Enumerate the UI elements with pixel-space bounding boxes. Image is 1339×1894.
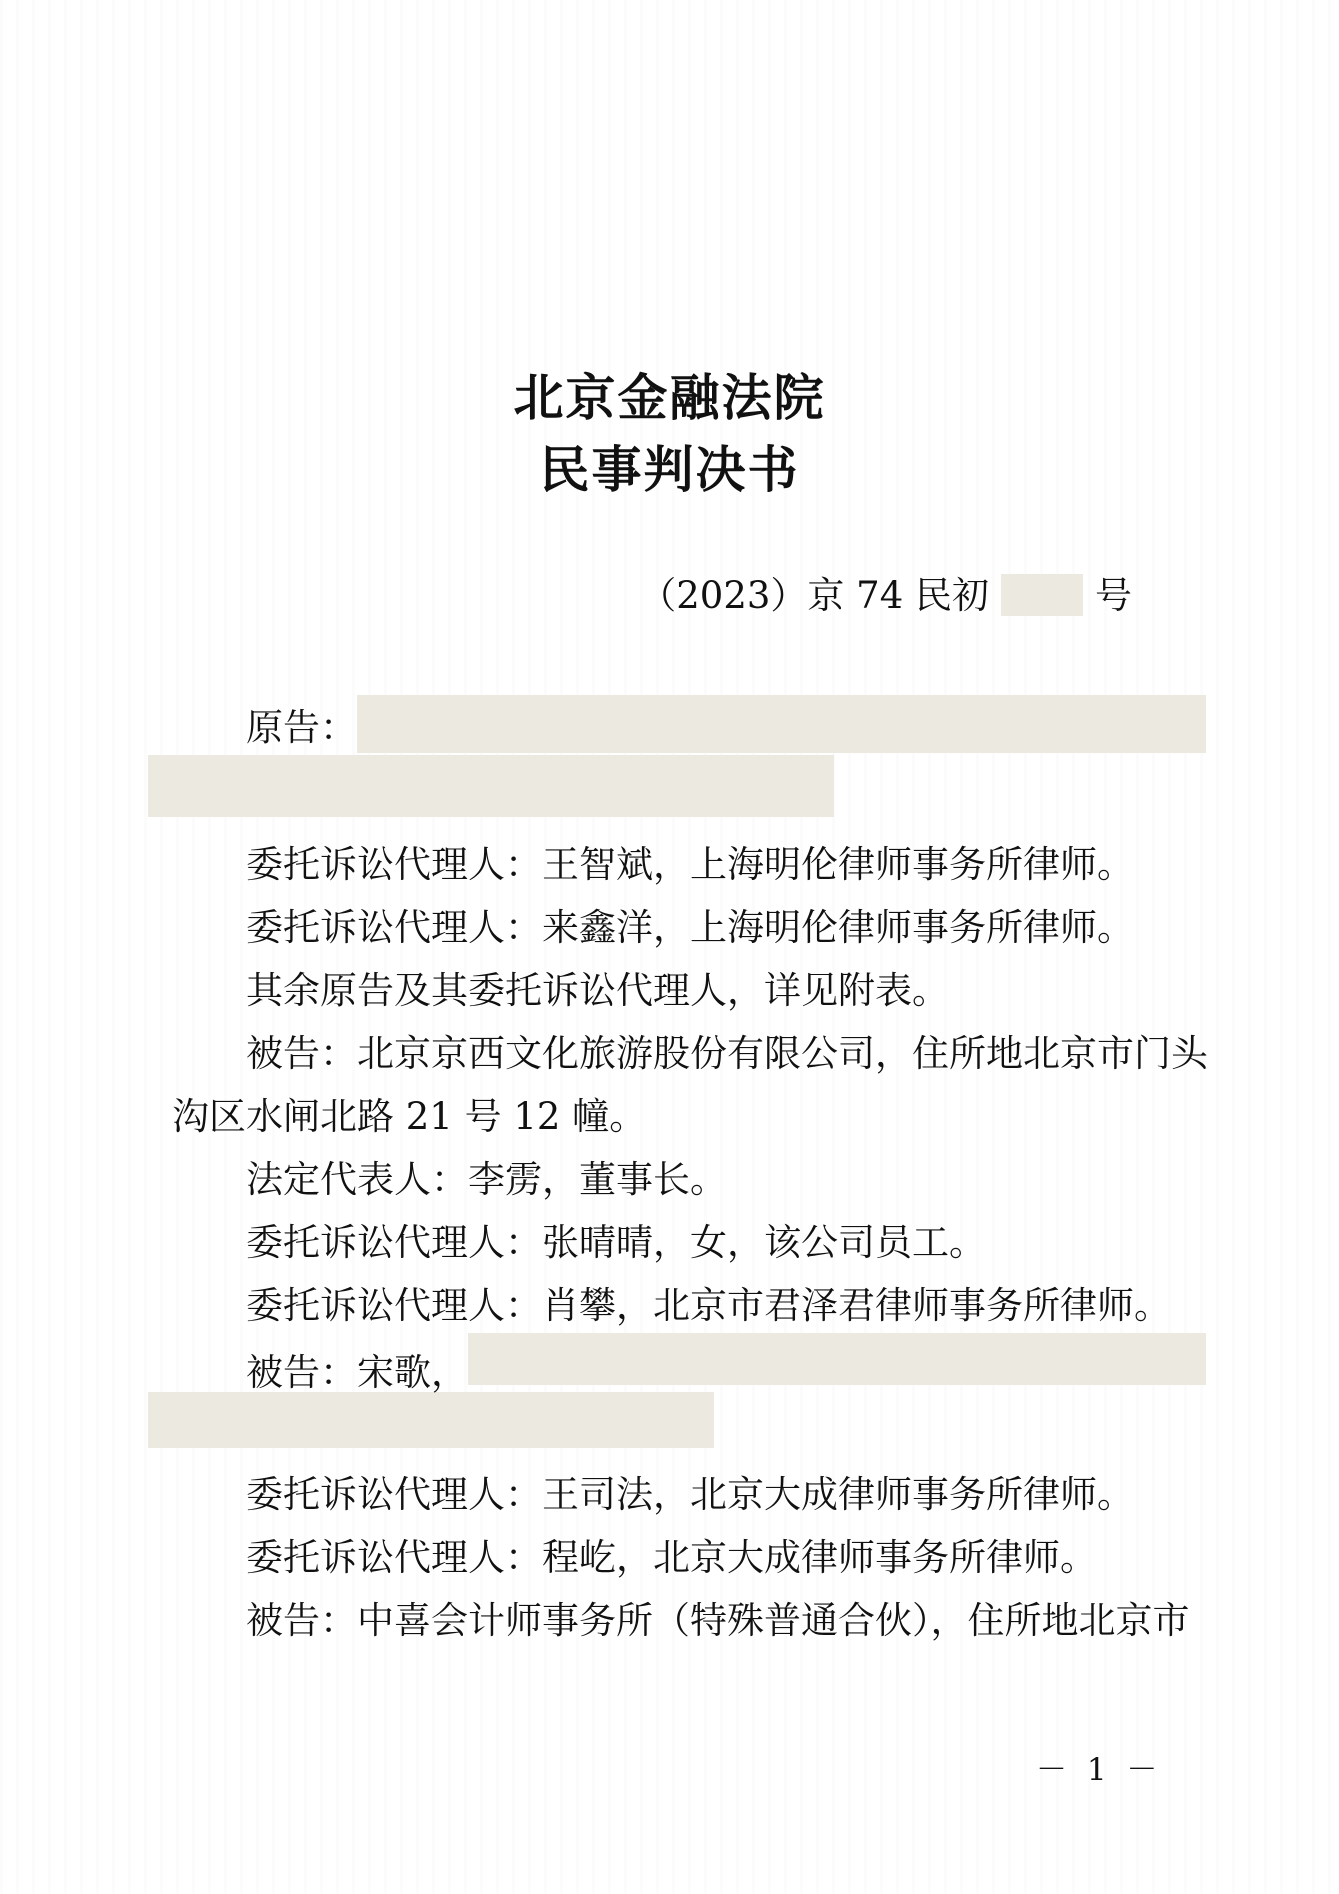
- case-number-prefix: （2023）京 74 民初: [639, 574, 989, 617]
- page-number: － 1 －: [1036, 1752, 1163, 1788]
- court-name: 北京金融法院: [513, 368, 826, 427]
- body-line: 法定代表人：李雳，董事长。: [246, 1158, 727, 1201]
- plaintiff-line: [172, 693, 1206, 755]
- plaintiff-address-redaction-block: [148, 755, 834, 817]
- case-number-suffix: 号: [1095, 574, 1132, 617]
- body-line: 委托诉讼代理人：肖攀，北京市君泽君律师事务所律师。: [246, 1284, 1171, 1327]
- defendant-agents-section: [172, 1463, 1206, 1652]
- defendant-song-address-redaction-block: [148, 1392, 714, 1448]
- body-line: 沟区水闸北路 21 号 12 幢。: [172, 1095, 647, 1138]
- case-number-line: [639, 572, 1132, 620]
- defendant-song-info-redaction-block: [468, 1333, 1206, 1385]
- case-number-redaction-block: [1001, 574, 1083, 616]
- plaintiff-agents-section: [172, 833, 1206, 1337]
- body-line: 委托诉讼代理人：来鑫洋，上海明伦律师事务所律师。: [246, 906, 1134, 949]
- doc-type-title: 民事判决书: [539, 440, 800, 499]
- body-line: 被告：中喜会计师事务所（特殊普通合伙），住所地北京市: [246, 1599, 1190, 1642]
- defendant-song-line: [172, 1337, 1206, 1400]
- defendant-song-label: 被告：宋歌，: [246, 1350, 468, 1394]
- body-line: 其余原告及其委托诉讼代理人，详见附表。: [246, 969, 949, 1012]
- body-line: 委托诉讼代理人：程屹，北京大成律师事务所律师。: [246, 1536, 1097, 1579]
- plaintiff-label: 原告：: [246, 706, 357, 749]
- doc-title: [0, 362, 1339, 506]
- body-line: 委托诉讼代理人：张晴晴，女，该公司员工。: [246, 1221, 986, 1264]
- body-line: 委托诉讼代理人：王司法，北京大成律师事务所律师。: [246, 1473, 1134, 1516]
- body-line: 委托诉讼代理人：王智斌，上海明伦律师事务所律师。: [246, 843, 1134, 886]
- body-line: 被告：北京京西文化旅游股份有限公司，住所地北京市门头: [246, 1032, 1208, 1075]
- document-body: [172, 693, 1206, 1652]
- plaintiff-name-redaction-block: [357, 695, 1206, 753]
